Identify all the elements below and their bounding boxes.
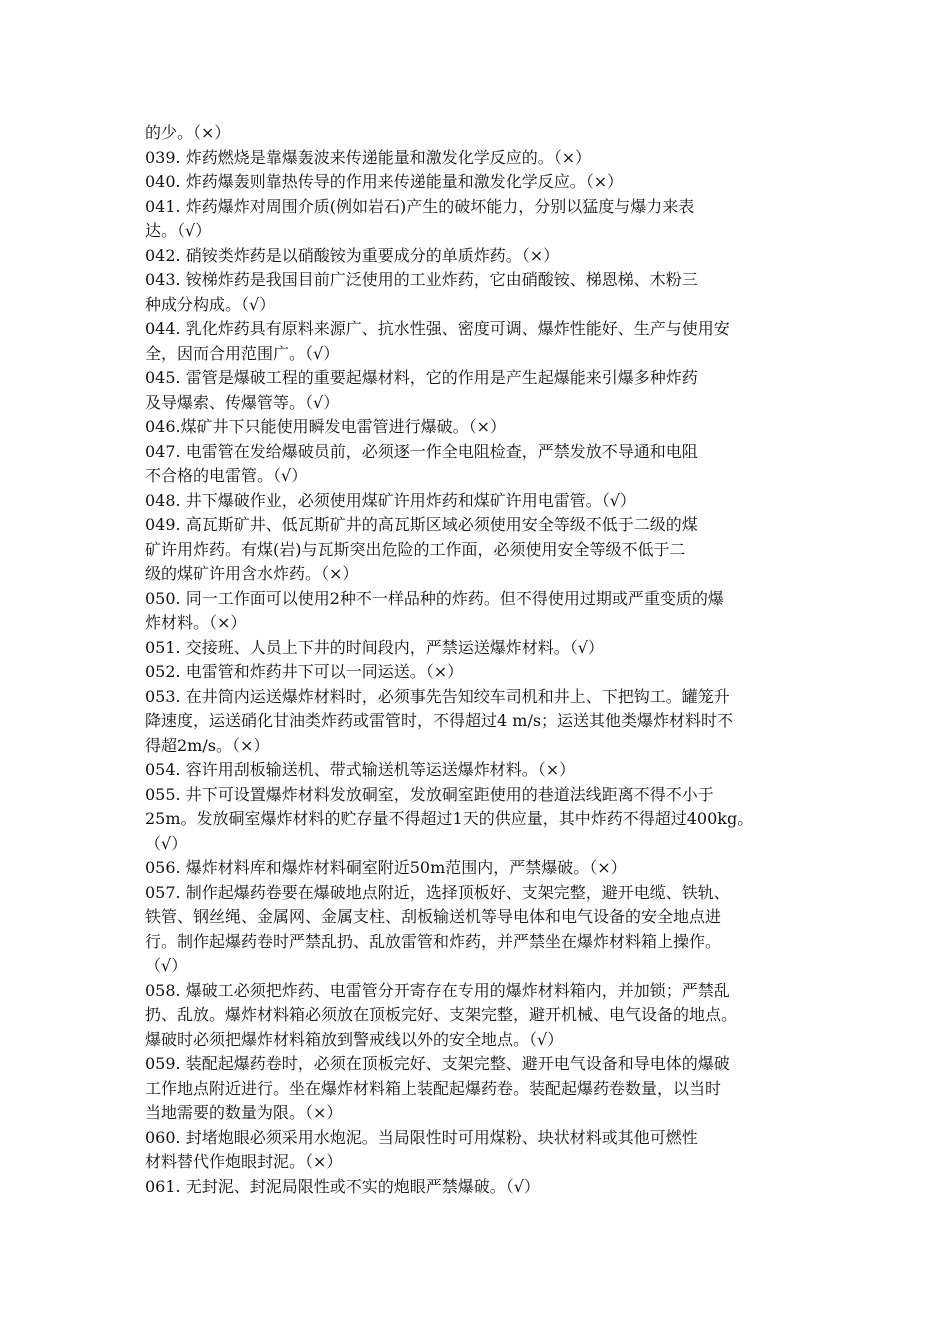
- text-line: 工作地点附近进行。坐在爆炸材料箱上装配起爆药卷。装配起爆药卷数量，以当时: [145, 1078, 722, 1098]
- text-line: 046.煤矿井下只能使用瞬发电雷管进行爆破。（×）: [145, 417, 507, 436]
- text-line: （√）: [145, 833, 188, 853]
- text-line: 行。制作起爆药卷时严禁乱扔、乱放雷管和炸药，并严禁坐在爆炸材料箱上操作。: [145, 931, 722, 951]
- text-line: 全，因而合用范围广。（√）: [145, 343, 340, 363]
- text-line: 不合格的电雷管。（√）: [145, 466, 308, 485]
- document-page: [145, 121, 845, 1199]
- text-line: 扔、乱放。爆炸材料箱必须放在顶板完好、支架完整，避开机械、电气设备的地点。: [145, 1005, 738, 1024]
- text-line: 043. 铵梯炸药是我国目前广泛使用的工业炸药，它由硝酸铵、梯恩梯、木粉三: [145, 270, 698, 289]
- text-line: 种成分构成。（√）: [145, 294, 276, 314]
- text-line: 052. 电雷管和炸药井下可以一同运送。（×）: [145, 662, 464, 681]
- text-line: 048. 井下爆破作业，必须使用煤矿许用炸药和煤矿许用电雷管。（√）: [145, 490, 636, 510]
- text-line: 051. 交接班、人员上下井的时间段内，严禁运送爆炸材料。（√）: [145, 637, 604, 657]
- text-line: 级的煤矿许用含水炸药。（×）: [145, 564, 359, 583]
- text-line: 达。（√）: [145, 221, 212, 240]
- text-line: 058. 爆破工必须把炸药、电雷管分开寄存在专用的爆炸材料箱内，并加锁；严禁乱: [145, 980, 730, 1000]
- text-line: 及导爆索、传爆管等。（√）: [145, 392, 340, 412]
- text-line: 爆破时必须把爆炸材料箱放到警戒线以外的安全地点。（√）: [145, 1029, 564, 1049]
- text-line: 得超2m/s。（×）: [145, 735, 270, 755]
- text-line: 042. 硝铵类炸药是以硝酸铵为重要成分的单质炸药。（×）: [145, 245, 560, 265]
- text-line: 矿许用炸药。有煤(岩)与瓦斯突出危险的工作面，必须使用安全等级不低于二: [145, 539, 686, 559]
- text-line: 材料替代作炮眼封泥。（×）: [145, 1152, 343, 1171]
- text-line: 040. 炸药爆轰则靠热传导的作用来传递能量和激发化学反应。（×）: [145, 172, 624, 191]
- text-line: 铁管、钢丝绳、金属网、金属支柱、刮板输送机等导电体和电气设备的安全地点进: [145, 907, 722, 926]
- text-line: 039. 炸药燃烧是靠爆轰波来传递能量和激发化学反应的。（×）: [145, 147, 592, 167]
- text-line: 055. 井下可设置爆炸材料发放硐室，发放硐室距使用的巷道法线距离不得不小于: [145, 784, 714, 804]
- text-line: 050. 同一工作面可以使用2种不一样品种的炸药。但不得使用过期或严重变质的爆: [145, 588, 724, 608]
- text-line: 053. 在井筒内运送爆炸材料时，必须事先告知绞车司机和井上、下把钩工。罐笼升: [145, 686, 730, 706]
- text-line: 056. 爆炸材料库和爆炸材料硐室附近50m范围内，严禁爆破。（×）: [145, 858, 627, 877]
- text-line: 25m。发放硐室爆炸材料的贮存量不得超过1天的供应量，其中炸药不得超过400kg。: [145, 809, 754, 828]
- text-line: 061. 无封泥、封泥局限性或不实的炮眼严禁爆破。（√）: [145, 1176, 540, 1196]
- text-line: 044. 乳化炸药具有原料来源广、抗水性强、密度可调、爆炸性能好、生产与使用安: [145, 319, 730, 338]
- text-line: 041. 炸药爆炸对周围介质(例如岩石)产生的破坏能力，分别以猛度与爆力来表: [145, 196, 695, 216]
- text-line: 当地需要的数量为限。（×）: [145, 1103, 343, 1122]
- text-line: 049. 高瓦斯矿井、低瓦斯矿井的高瓦斯区域必须使用安全等级不低于二级的煤: [145, 515, 698, 534]
- text-line: 047. 电雷管在发给爆破员前，必须逐一作全电阻检查，严禁发放不导通和电阻: [145, 441, 698, 461]
- text-line: 降速度，运送硝化甘油类炸药或雷管时，不得超过4 m/s；运送其他类爆炸材料时不: [145, 711, 734, 730]
- text-line: 的少。（×）: [145, 123, 231, 142]
- text-line: 054. 容许用刮板输送机、带式输送机等运送爆炸材料。（×）: [145, 760, 576, 779]
- text-line: （√）: [145, 956, 188, 975]
- text-line: 炸材料。（×）: [145, 613, 247, 632]
- text-line: 059. 装配起爆药卷时，必须在顶板完好、支架完整、避开电气设备和导电体的爆破: [145, 1054, 730, 1073]
- text-line: 060. 封堵炮眼必须采用水炮泥。当局限性时可用煤粉、块状材料或其他可燃性: [145, 1127, 698, 1147]
- text-line: 057. 制作起爆药卷要在爆破地点附近，选择顶板好、支架完整，避开电缆、铁轨、: [145, 882, 730, 902]
- text-line: 045. 雷管是爆破工程的重要起爆材料，它的作用是产生起爆能来引爆多种炸药: [145, 368, 698, 387]
